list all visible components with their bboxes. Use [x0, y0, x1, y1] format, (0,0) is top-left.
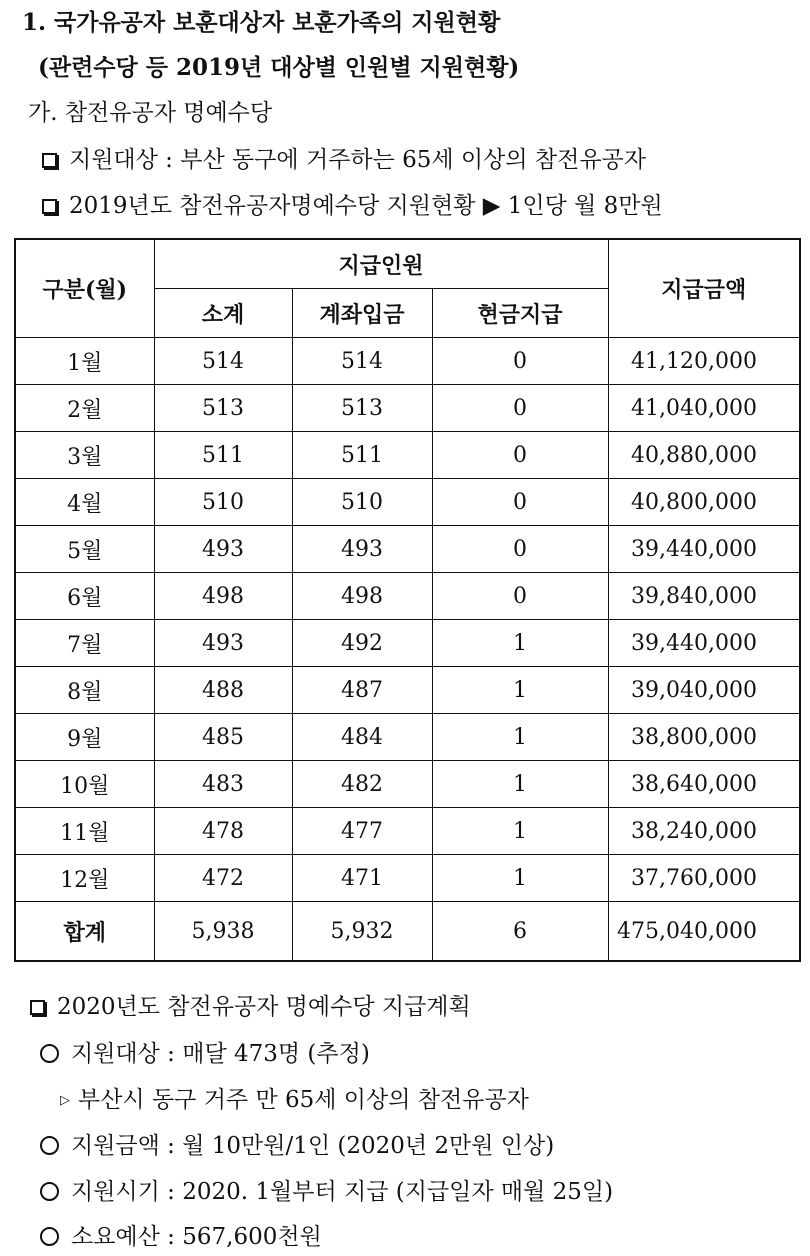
cell-month: 4월 — [15, 479, 154, 526]
total-subtotal: 5,938 — [154, 902, 292, 962]
cell-month: 12월 — [15, 855, 154, 902]
cell-cash: 0 — [432, 573, 608, 620]
header-amount: 지급금액 — [608, 239, 800, 338]
total-cash: 6 — [432, 902, 608, 962]
plan-item-text: 부산시 동구 거주 만 65세 이상의 참전유공자 — [78, 1087, 529, 1113]
plan-item-amount — [40, 1131, 554, 1161]
cell-subtotal: 514 — [154, 338, 292, 385]
cell-month: 2월 — [15, 385, 154, 432]
plan-item-timing — [40, 1177, 613, 1207]
cell-amount: 40,880,000 — [608, 432, 800, 479]
table-row — [15, 808, 800, 855]
cell-cash: 0 — [432, 385, 608, 432]
cell-cash: 1 — [432, 667, 608, 714]
header-category: 구분(월) — [15, 239, 154, 338]
cell-month: 9월 — [15, 714, 154, 761]
cell-subtotal: 485 — [154, 714, 292, 761]
cell-account: 513 — [292, 385, 432, 432]
plan-item-text: 소요예산 : 567,600천원 — [71, 1224, 322, 1250]
cell-cash: 1 — [432, 761, 608, 808]
triangle-right-icon: ▷ — [60, 1093, 70, 1108]
cell-subtotal: 472 — [154, 855, 292, 902]
total-account: 5,932 — [292, 902, 432, 962]
cell-month: 1월 — [15, 338, 154, 385]
cell-account: 511 — [292, 432, 432, 479]
cell-month: 8월 — [15, 667, 154, 714]
cell-amount: 37,760,000 — [608, 855, 800, 902]
cell-subtotal: 493 — [154, 620, 292, 667]
bullet-text: 2019년도 참전유공자명예수당 지원현황 ▶ 1인당 월 8만원 — [69, 193, 663, 219]
cell-amount: 39,440,000 — [608, 620, 800, 667]
cell-amount: 38,240,000 — [608, 808, 800, 855]
table-row — [15, 667, 800, 714]
bullet-text: 지원대상 : 부산 동구에 거주하는 65세 이상의 참전유공자 — [69, 147, 646, 173]
table-row — [15, 761, 800, 808]
plan-item-text: 지원금액 : 월 10만원/1인 (2020년 2만원 인상) — [71, 1133, 555, 1159]
cell-cash: 0 — [432, 338, 608, 385]
cell-month: 11월 — [15, 808, 154, 855]
checkbox-square-icon — [42, 199, 57, 214]
cell-month: 7월 — [15, 620, 154, 667]
plan-item-text: 지원대상 : 매달 473명 (추정) — [71, 1041, 370, 1067]
header-account: 계좌입금 — [292, 289, 432, 338]
circle-bullet-icon — [40, 1182, 59, 1201]
cell-subtotal: 478 — [154, 808, 292, 855]
table-row — [15, 573, 800, 620]
cell-amount: 41,040,000 — [608, 385, 800, 432]
cell-cash: 0 — [432, 526, 608, 573]
document-title: 1. 국가유공자 보훈대상자 보훈가족의 지원현황 — [22, 9, 501, 36]
table-row — [15, 338, 800, 385]
cell-subtotal: 513 — [154, 385, 292, 432]
plan-2020-heading — [30, 992, 471, 1022]
cell-account: 514 — [292, 338, 432, 385]
cell-month: 6월 — [15, 573, 154, 620]
cell-subtotal: 498 — [154, 573, 292, 620]
header-recipients: 지급인원 — [154, 239, 608, 289]
circle-bullet-icon — [40, 1136, 59, 1155]
table-row — [15, 479, 800, 526]
circle-bullet-icon — [40, 1044, 59, 1063]
plan-title: 2020년도 참전유공자 명예수당 지급계획 — [57, 994, 471, 1020]
cell-subtotal: 488 — [154, 667, 292, 714]
bullet-support-target — [42, 145, 646, 175]
total-label: 합계 — [15, 902, 154, 962]
cell-cash: 1 — [432, 714, 608, 761]
cell-subtotal: 483 — [154, 761, 292, 808]
cell-amount: 38,640,000 — [608, 761, 800, 808]
cell-subtotal: 511 — [154, 432, 292, 479]
table-row — [15, 526, 800, 573]
table-row — [15, 855, 800, 902]
plan-item-text: 지원시기 : 2020. 1월부터 지급 (지급일자 매월 25일) — [71, 1179, 614, 1205]
table-body — [15, 338, 800, 902]
bullet-support-status — [42, 191, 663, 221]
table-row — [15, 385, 800, 432]
cell-cash: 1 — [432, 855, 608, 902]
cell-account: 493 — [292, 526, 432, 573]
plan-item-budget — [40, 1222, 322, 1252]
checkbox-square-icon — [30, 1000, 45, 1015]
total-amount: 475,040,000 — [608, 902, 800, 962]
cell-amount: 38,800,000 — [608, 714, 800, 761]
cell-account: 471 — [292, 855, 432, 902]
cell-account: 498 — [292, 573, 432, 620]
cell-account: 482 — [292, 761, 432, 808]
cell-account: 487 — [292, 667, 432, 714]
cell-month: 5월 — [15, 526, 154, 573]
cell-subtotal: 510 — [154, 479, 292, 526]
cell-account: 492 — [292, 620, 432, 667]
cell-amount: 39,440,000 — [608, 526, 800, 573]
cell-account: 510 — [292, 479, 432, 526]
cell-amount: 39,840,000 — [608, 573, 800, 620]
cell-cash: 0 — [432, 432, 608, 479]
table-row — [15, 714, 800, 761]
cell-month: 10월 — [15, 761, 154, 808]
document-subtitle: (관련수당 등 2019년 대상별 인원별 지원현황) — [38, 54, 520, 81]
cell-account: 484 — [292, 714, 432, 761]
table-row — [15, 432, 800, 479]
checkbox-square-icon — [42, 153, 57, 168]
section-heading: 가. 참전유공자 명예수당 — [28, 100, 273, 126]
cell-amount: 40,800,000 — [608, 479, 800, 526]
cell-month: 3월 — [15, 432, 154, 479]
header-cash: 현금지급 — [432, 289, 608, 338]
cell-amount: 41,120,000 — [608, 338, 800, 385]
cell-account: 477 — [292, 808, 432, 855]
plan-subitem-residence — [60, 1085, 529, 1116]
cell-subtotal: 493 — [154, 526, 292, 573]
cell-cash: 0 — [432, 479, 608, 526]
cell-cash: 1 — [432, 808, 608, 855]
cell-cash: 1 — [432, 620, 608, 667]
circle-bullet-icon — [40, 1227, 59, 1246]
header-subtotal: 소계 — [154, 289, 292, 338]
total-row — [15, 902, 800, 962]
support-table — [14, 238, 801, 962]
table-row — [15, 620, 800, 667]
plan-item-target — [40, 1039, 370, 1069]
cell-amount: 39,040,000 — [608, 667, 800, 714]
